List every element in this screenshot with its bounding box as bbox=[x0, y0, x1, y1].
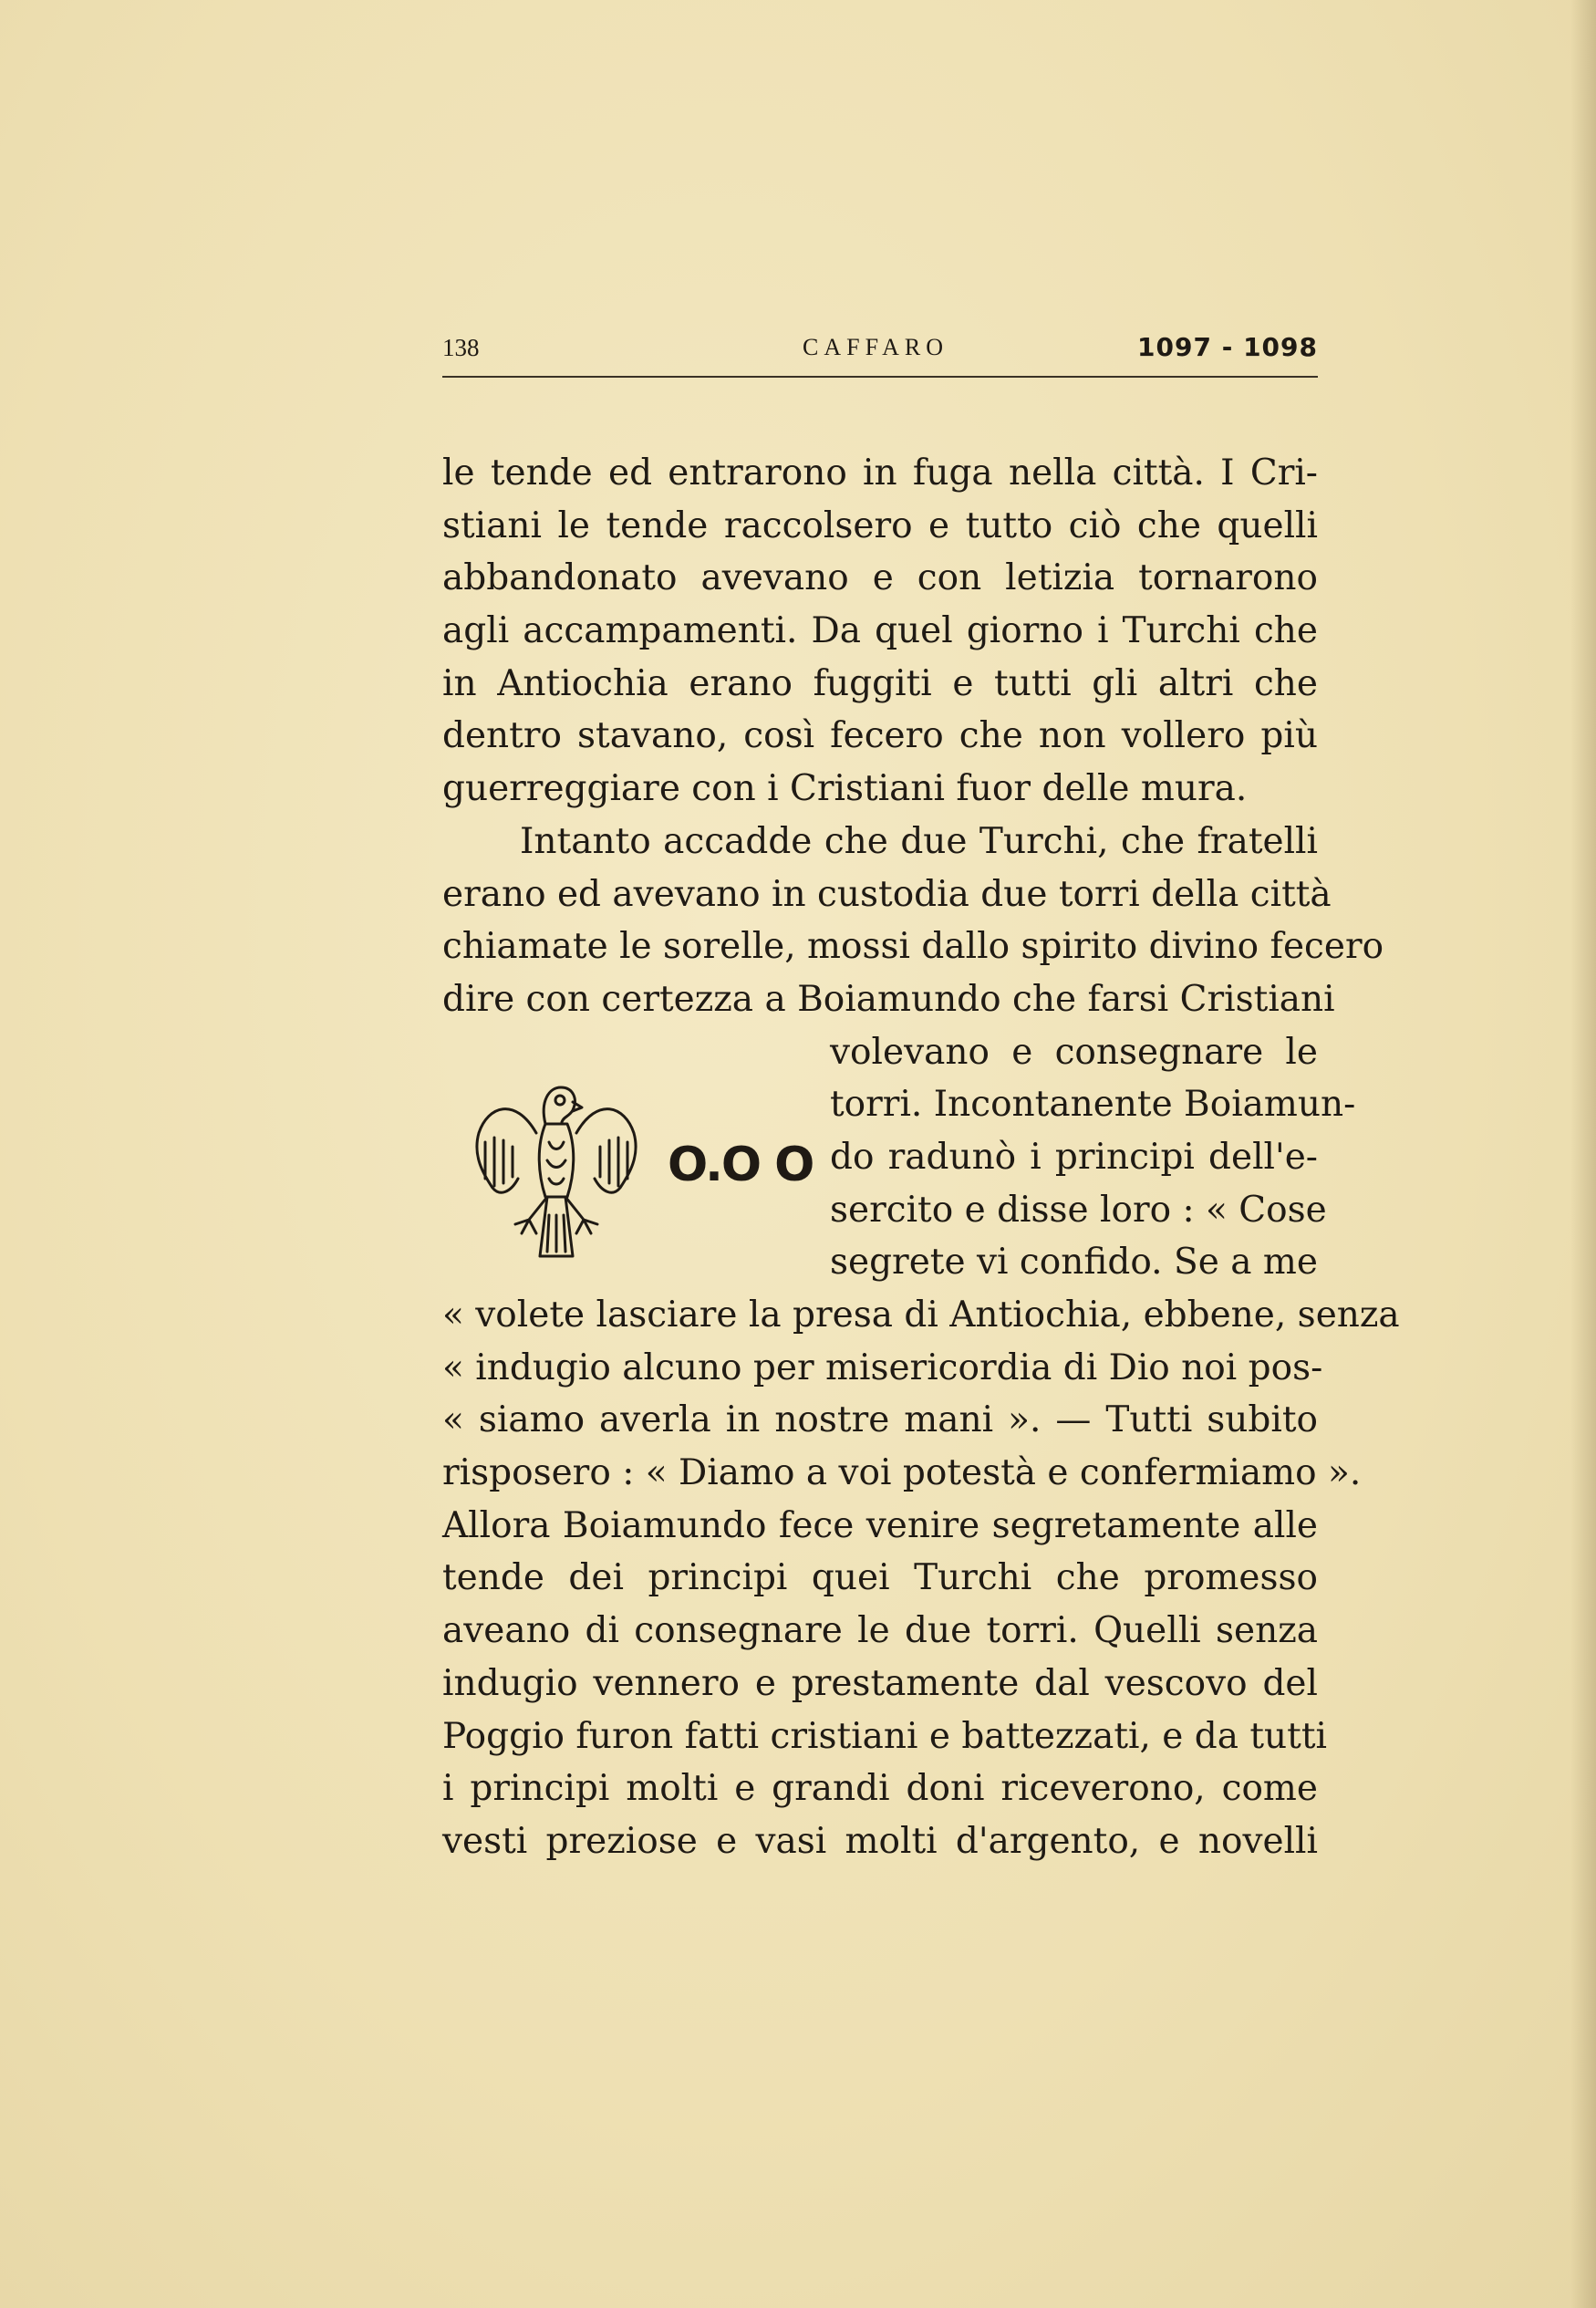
text-line: erano ed avevano in custodia due torri della città bbox=[442, 873, 1332, 915]
text-line: i principi molti e grandi doni riceverono, come bbox=[442, 1768, 1318, 1810]
text-line: « volete lasciare la presa di Antiochia, ebbene, senza bbox=[442, 1294, 1400, 1336]
ornament-label: O.O O bbox=[668, 1138, 814, 1192]
text-line: aveano di consegnare le due torri. Quelli senza bbox=[442, 1610, 1318, 1652]
text-line: tende dei principi quei Turchi che promesso bbox=[442, 1557, 1318, 1599]
text-line: « indugio alcuno per misericordia di Dio noi pos- bbox=[442, 1346, 1323, 1388]
text-line: do radunò i principi dell'e- bbox=[830, 1136, 1318, 1178]
text-line: chiamate le sorelle, mossi dallo spirito divino fecero bbox=[442, 926, 1384, 968]
page-number: 138 bbox=[442, 334, 480, 361]
text-line: torri. Incontanente Boiamun- bbox=[830, 1084, 1356, 1126]
header-rule bbox=[442, 376, 1318, 378]
header-years: 1097 - 1098 bbox=[1137, 332, 1318, 362]
text-line: stiani le tende raccolsero e tutto ciò che quelli bbox=[442, 504, 1318, 546]
text-line: Allora Boiamundo fece venire segretamente alle bbox=[442, 1504, 1318, 1546]
text-line: vesti preziose e vasi molti d'argento, e novelli bbox=[442, 1820, 1318, 1862]
text-line: guerreggiare con i Cristiani fuor delle mura. bbox=[442, 768, 1248, 810]
text-line: le tende ed entrarono in fuga nella città. I Cri- bbox=[442, 452, 1318, 494]
text-line: segrete vi confido. Se a me bbox=[830, 1242, 1318, 1284]
body-text bbox=[442, 447, 1400, 1868]
text-line: Intanto accadde che due Turchi, che fratelli bbox=[520, 820, 1318, 862]
text-line: dire con certezza a Boiamundo che farsi Cristiani bbox=[442, 978, 1335, 1020]
text-line: dentro stavano, così fecero che non vollero più bbox=[442, 715, 1318, 757]
text-line: risposero : « Diamo a voi potestà e confermiamo ». bbox=[442, 1452, 1362, 1494]
text-line: « siamo averla in nostre mani ». — Tutti subito bbox=[442, 1399, 1318, 1441]
text-line: indugio vennero e prestamente dal vescovo del bbox=[442, 1662, 1318, 1704]
text-line: in Antiochia erano fuggiti e tutti gli altri che bbox=[442, 662, 1318, 704]
text-line: volevano e consegnare le bbox=[830, 1031, 1318, 1073]
page-edge-shadow bbox=[1570, 0, 1596, 2308]
running-title: CAFFARO bbox=[803, 334, 949, 360]
text-line: agli accampamenti. Da quel giorno i Turchi che bbox=[442, 610, 1318, 652]
text-line: sercito e disse loro : « Cose bbox=[830, 1189, 1327, 1231]
text-line: Poggio furon fatti cristiani e battezzati, e da tutti bbox=[442, 1715, 1327, 1757]
text-line: abbandonato avevano e con letizia tornarono bbox=[442, 557, 1318, 599]
running-header bbox=[442, 330, 1318, 367]
